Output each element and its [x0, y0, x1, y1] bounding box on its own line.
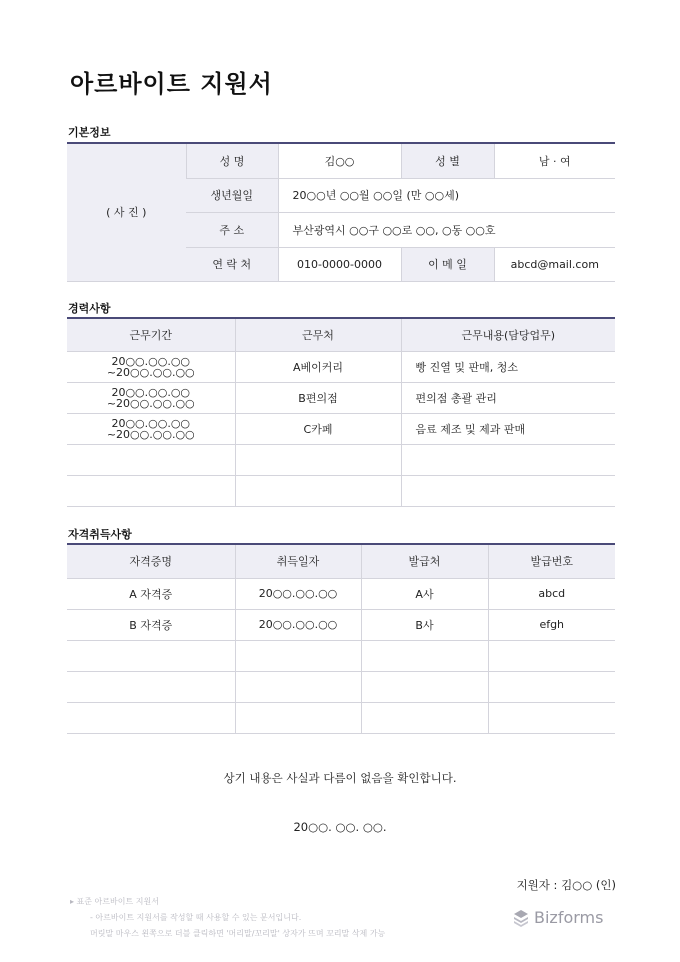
contact-value[interactable]: 010-0000-0000 — [278, 247, 401, 281]
career-header-place: 근무처 — [235, 318, 401, 351]
applicant-signature: 지원자 : 김○○ (인) — [516, 878, 616, 892]
career-duty[interactable]: 편의점 총괄 관리 — [401, 382, 615, 413]
table-row-empty — [67, 671, 615, 702]
cert-date[interactable]: 20○○.○○.○○ — [235, 609, 361, 640]
birth-label: 생년월일 — [186, 178, 278, 212]
section-title-cert: 자격취득사항 — [68, 528, 132, 541]
photo-cell: ( 사 진 ) — [67, 143, 186, 281]
logo-text: Bizforms — [534, 908, 604, 927]
period-end: ~20○○.○○.○○ — [106, 427, 195, 441]
cert-table — [67, 543, 615, 734]
career-period[interactable] — [67, 351, 235, 382]
empty-cell[interactable] — [235, 475, 401, 506]
empty-cell[interactable] — [67, 444, 235, 475]
signature-date: 20○○. ○○. ○○. — [293, 820, 387, 834]
empty-cell[interactable] — [488, 671, 615, 702]
table-row — [67, 578, 615, 609]
address-value[interactable]: 부산광역시 ○○구 ○○로 ○○, ○동 ○○호 — [278, 212, 615, 247]
footer-line-3: 머릿말 마우스 왼쪽으로 더블 클릭하면 '머리말/꼬리말' 상자가 뜨며 꼬리말 삭제 가능 — [90, 929, 386, 938]
cert-header-name: 자격증명 — [67, 544, 235, 578]
empty-cell[interactable] — [488, 640, 615, 671]
footer-note — [70, 894, 385, 942]
career-header-duty: 근무내용(담당업무) — [401, 318, 615, 351]
empty-cell[interactable] — [235, 640, 361, 671]
table-row-empty — [67, 640, 615, 671]
empty-cell[interactable] — [67, 702, 235, 733]
career-place[interactable]: C카페 — [235, 413, 401, 444]
cert-issuer[interactable]: A사 — [361, 578, 488, 609]
table-row-empty — [67, 475, 615, 506]
email-label: 이 메 일 — [401, 247, 494, 281]
table-row — [67, 351, 615, 382]
empty-cell[interactable] — [361, 702, 488, 733]
career-duty[interactable]: 음료 제조 및 제과 판매 — [401, 413, 615, 444]
table-row-empty — [67, 702, 615, 733]
empty-cell[interactable] — [235, 671, 361, 702]
career-duty[interactable]: 빵 진열 및 판매, 청소 — [401, 351, 615, 382]
document-title: 아르바이트 지원서 — [70, 70, 273, 98]
birth-value[interactable]: 20○○년 ○○월 ○○일 (만 ○○세) — [278, 178, 615, 212]
cert-date[interactable]: 20○○.○○.○○ — [235, 578, 361, 609]
cert-header-number: 발급번호 — [488, 544, 615, 578]
period-start: 20○○.○○.○○ — [111, 416, 191, 430]
address-label: 주 소 — [186, 212, 278, 247]
empty-cell[interactable] — [67, 475, 235, 506]
period-end: ~20○○.○○.○○ — [106, 365, 195, 379]
career-table — [67, 317, 615, 507]
table-row — [67, 413, 615, 444]
period-start: 20○○.○○.○○ — [111, 354, 191, 368]
contact-label: 연 락 처 — [186, 247, 278, 281]
email-value[interactable]: abcd@mail.com — [494, 247, 615, 281]
period-end: ~20○○.○○.○○ — [106, 396, 195, 410]
cert-name[interactable]: A 자격증 — [67, 578, 235, 609]
empty-cell[interactable] — [401, 475, 615, 506]
empty-cell[interactable] — [488, 702, 615, 733]
confirmation-statement: 상기 내용은 사실과 다름이 없음을 확인합니다. — [223, 771, 457, 785]
empty-cell[interactable] — [67, 640, 235, 671]
gender-value[interactable]: 남 · 여 — [494, 143, 615, 178]
cert-number[interactable]: efgh — [488, 609, 615, 640]
empty-cell[interactable] — [235, 702, 361, 733]
gender-label: 성 별 — [401, 143, 494, 178]
cert-name[interactable]: B 자격증 — [67, 609, 235, 640]
cert-header-date: 취득일자 — [235, 544, 361, 578]
footer-line-2: - 아르바이트 지원서를 작성할 때 사용할 수 있는 문서입니다. — [90, 913, 302, 922]
empty-cell[interactable] — [67, 671, 235, 702]
footer-line-1: ▸ 표준 아르바이트 지원서 — [70, 897, 159, 906]
table-row — [67, 382, 615, 413]
name-label: 성 명 — [186, 143, 278, 178]
basic-info-table — [67, 142, 615, 282]
table-row-empty — [67, 444, 615, 475]
name-value[interactable]: 김○○ — [278, 143, 401, 178]
career-place[interactable]: A베이커리 — [235, 351, 401, 382]
bizforms-logo — [512, 908, 603, 927]
career-header-period: 근무기간 — [67, 318, 235, 351]
career-period[interactable] — [67, 382, 235, 413]
career-place[interactable]: B편의점 — [235, 382, 401, 413]
cert-header-issuer: 발급처 — [361, 544, 488, 578]
empty-cell[interactable] — [361, 671, 488, 702]
cert-issuer[interactable]: B사 — [361, 609, 488, 640]
empty-cell[interactable] — [401, 444, 615, 475]
empty-cell[interactable] — [235, 444, 401, 475]
empty-cell[interactable] — [361, 640, 488, 671]
career-period[interactable] — [67, 413, 235, 444]
cert-number[interactable]: abcd — [488, 578, 615, 609]
logo-icon — [512, 909, 530, 927]
section-title-basic: 기본정보 — [68, 126, 111, 139]
period-start: 20○○.○○.○○ — [111, 385, 191, 399]
table-row — [67, 609, 615, 640]
section-title-career: 경력사항 — [68, 302, 111, 315]
